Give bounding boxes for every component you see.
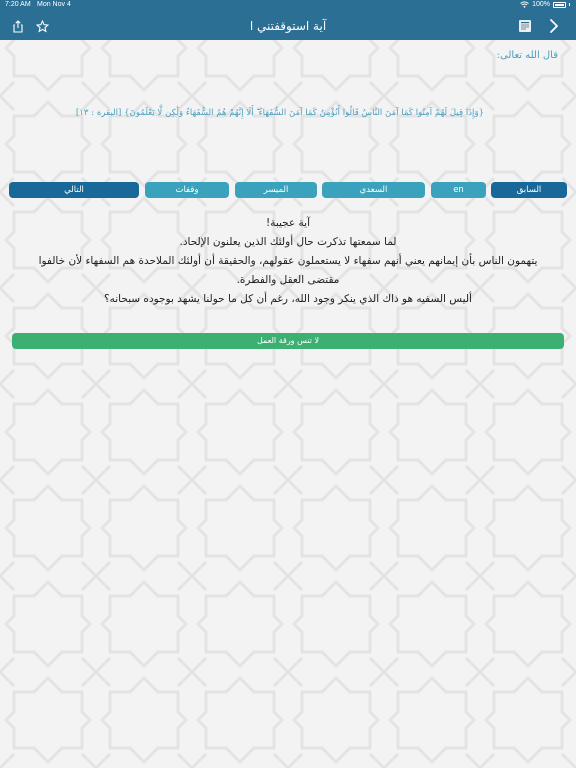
wifi-icon xyxy=(520,1,529,8)
explanation-line: آية عجيبة! xyxy=(265,217,311,229)
next-button[interactable]: التالي xyxy=(9,182,139,198)
battery-tip xyxy=(569,3,570,6)
book-icon[interactable] xyxy=(517,18,533,34)
star-icon[interactable] xyxy=(34,18,50,34)
status-right xyxy=(520,1,570,8)
page-title: آية استوقفتني ا xyxy=(249,19,327,33)
explanation-line: أليس السفيه هو ذاك الذي ينكر وجود الله، رغم أن كل ما حولنا يشهد بوجوده سبحانه؟ xyxy=(104,293,472,305)
previous-button[interactable]: السابق xyxy=(491,182,567,198)
share-icon[interactable] xyxy=(10,18,26,34)
main-content xyxy=(0,40,576,768)
status-bar xyxy=(0,0,576,12)
waqfat-button[interactable]: وقفات xyxy=(145,182,229,198)
explanation-text xyxy=(30,214,546,309)
saadi-button[interactable]: السعدي xyxy=(322,182,425,198)
english-button[interactable]: en xyxy=(431,182,486,198)
nav-bar xyxy=(0,12,576,40)
explanation-line: لما سمعتها تذكرت حال أولئك الذين يعلنون الإلحاد. xyxy=(179,236,397,248)
battery-percent: 100% xyxy=(532,1,550,8)
intro-text: قال الله تعالى: xyxy=(496,50,558,61)
battery-icon xyxy=(553,2,566,8)
action-buttons xyxy=(9,182,569,199)
status-time: 7:20 AM xyxy=(5,1,31,8)
explanation-line: يتهمون الناس بأن إيمانهم يعني أنهم سفهاء لا يستعملون عقولهم، والحقيقة أن أولئك الملاحدة هم السفهاء لأن خالفوا مقتضى العقل والفطرة. xyxy=(38,255,538,286)
muyassar-button[interactable]: الميسر xyxy=(235,182,317,198)
status-date: Mon Nov 4 xyxy=(37,1,71,8)
chevron-forward-icon[interactable] xyxy=(546,18,562,34)
verse-text: {وَإِذَا قِيلَ لَهُمْ آمِنُوا كَمَا آمَنَ النَّاسُ قَالُوا أَنُؤْمِنُ كَمَا آمَنَ السُّفَهَاءُ ۗ أَلَا إِنَّهُمْ هُمُ السُّفَهَاءُ وَلَٰكِن لَّا يَعْلَمُونَ} [البقرة : ١٣] xyxy=(75,108,485,118)
worksheet-button[interactable]: لا تنس ورقة العمل xyxy=(12,333,564,349)
